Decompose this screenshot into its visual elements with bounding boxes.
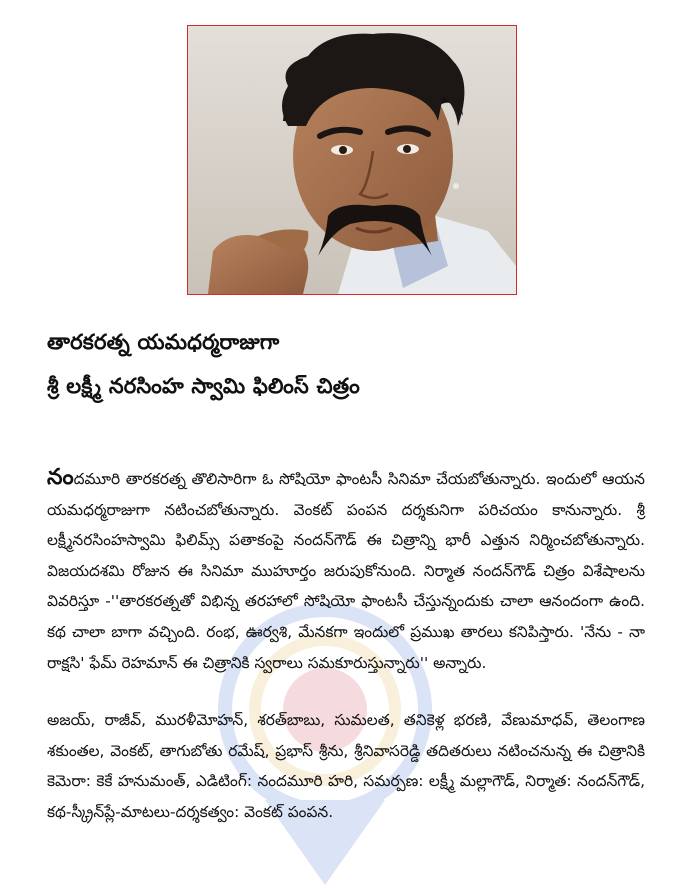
- lead-word: నం: [47, 465, 74, 490]
- headline-line-2: శ్రీ లక్ష్మీ నరసింహ స్వామి ఫిలింస్ చిత్రం: [47, 374, 360, 398]
- article-paragraph-1: [47, 463, 645, 678]
- paragraph-1-text: దమూరి తారకరత్న తొలిసారిగా ఓ సోషియో ఫాంటసీ సినిమా చేయబోతున్నారు. ఇందులో ఆయన యమధర్మరాజుగా నటించబోతున్నారు. వెంకట్ పంపన దర్శకునిగా పరిచయం కానున్నారు. శ్రీ లక్ష్మీనరసింహస్వామి ఫిలిమ్స్ పతాకంపై నందన్‌గౌడ్ ఈ చిత్రాన్ని భారీ ఎత్తున నిర్మించబోతున్నారు. విజయదశమి రోజున ఈ సినిమా ముహూర్తం జరుపుకోనుంది. నిర్మాత నందన్‌గౌడ్ చిత్రం విశేషాలను వివరిస్తూ -''తారకరత్నతో విభిన్న తరహాలో సోషియో ఫాంటసీ చేస్తున్నందుకు చాలా ఆనందంగా ఉంది. కథ చాలా బాగా వచ్చింది. రంభ, ఊర్వశి, మేనకగా ఇందులో ప్రముఖ తారలు కనిపిస్తారు. 'నేను - నా రాక్షసి' ఫేమ్ రెహమాన్ ఈ చిత్రానికి స్వరాలు సమకూరుస్తున్నారు'' అన్నారు.: [47, 470, 645, 672]
- article-body: [47, 463, 645, 828]
- headline: [47, 320, 647, 408]
- headline-line-1: తారకరత్న యమధర్మరాజుగా: [47, 330, 280, 354]
- actor-portrait-illustration: [188, 26, 516, 294]
- actor-portrait-photo: [187, 25, 517, 295]
- article-paragraph-2-credits: అజయ్, రాజీవ్, మురళీమోహన్, శరత్‌బాబు, సుమలత, తనికెళ్ల భరణి, వేణుమాధవ్, తెలంగాణ శకుంతల, వెంకట్, తాగుబోతు రమేష్, ప్రభాస్ శ్రీను, శ్రీనివాసరెడ్డి తదితరులు నటించనున్న ఈ చిత్రానికి కెమెరా: కెకే హనుమంత్, ఎడిటింగ్: నందమూరి హరి, సమర్పణ: లక్ష్మీ మల్లాగౌడ్, నిర్మాత: నందన్‌గౌడ్, కథ-స్క్రీన్‌ప్లే-మాటలు-దర్శకత్వం: వెంకట్ పంపన.: [47, 711, 645, 821]
